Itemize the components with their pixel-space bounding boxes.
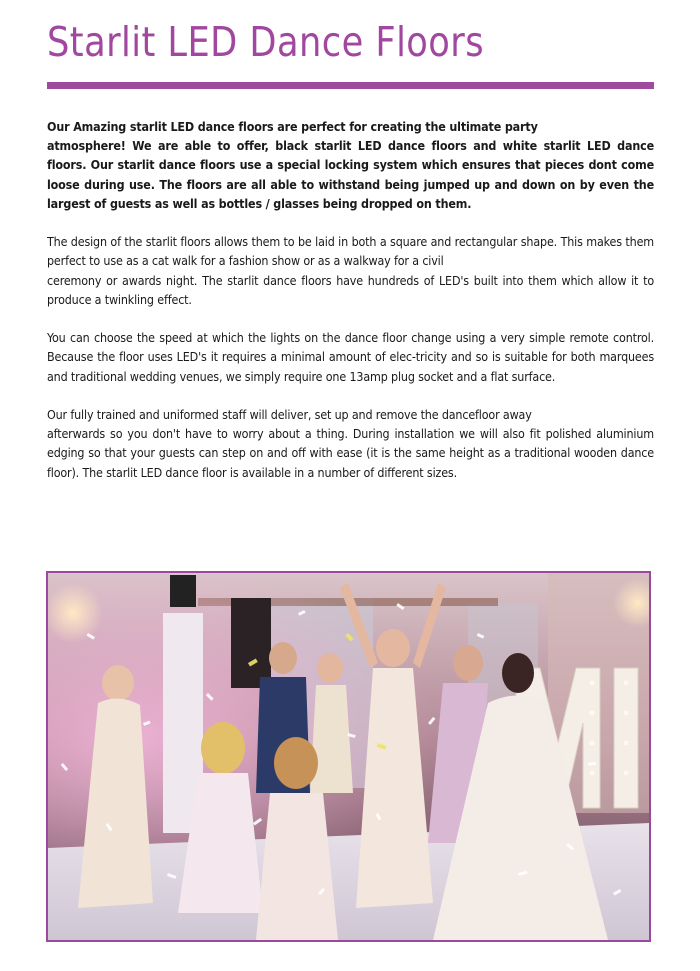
page-title: Starlit LED Dance Floors	[47, 18, 485, 66]
paragraph-staff	[47, 405, 654, 482]
title-divider	[47, 82, 654, 89]
paragraph-intro-rest: atmosphere! We are able to offer, black starlit LED dance floors and white starlit LED dance floors. Our starlit dance floors use a special locking system which ensures that pieces dont come loose during use. The floors are all able to withstand being jumped up and down on by even the largest of guests as well as bottles / glasses being dropped on them.	[47, 138, 654, 211]
paragraph-remote: You can choose the speed at which the lights on the dance floor change using a very simple remote control. Because the floor uses LED's it requires a minimal amount of elec-tricity and so is suitable for both marquees and traditional wedding venues, we simply require one 13amp plug socket and a flat surface.	[47, 330, 654, 384]
paragraph-intro-line1: Our Amazing starlit LED dance floors are perfect for creating the ultimate party	[47, 119, 538, 134]
paragraph-staff-line1: Our fully trained and uniformed staff will deliver, set up and remove the dancefloor away	[47, 407, 532, 422]
paragraph-design-line1: The design of the starlit floors allows them to be laid in both a square and rectangular shape. This makes them perfect to use as a cat walk for a fashion show or as a walkway for a civil	[47, 234, 654, 269]
body-text	[47, 117, 654, 501]
wedding-dance-photo	[46, 571, 651, 942]
paragraph-staff-rest: afterwards so you don't have to worry about a thing. During installation we will also fit polished aluminium edging so that your guests can step on and off with ease (it is the same height as a traditional wooden dance floor). The starlit LED dance floor is available in a number of different sizes.	[47, 426, 654, 480]
paragraph-design	[47, 232, 654, 309]
photo-illustration	[48, 573, 649, 940]
paragraph-intro	[47, 117, 654, 213]
paragraph-design-rest: ceremony or awards night. The starlit dance floors have hundreds of LED's built into them which allow it to produce a twinkling effect.	[47, 272, 654, 307]
